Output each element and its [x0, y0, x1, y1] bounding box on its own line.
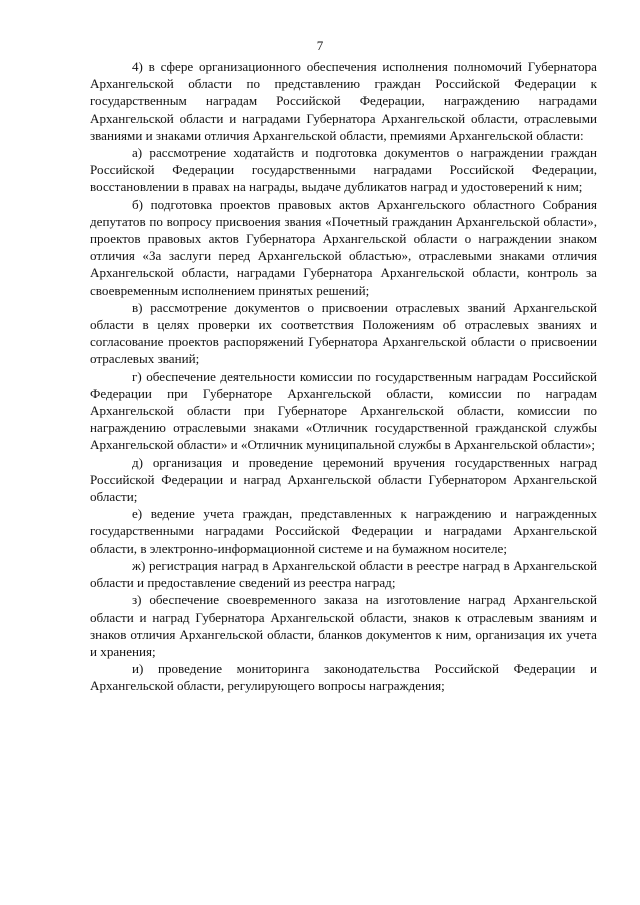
paragraph-subitem-z: з) обеспечение своевременного заказа на изготовление наград Архангельской области и наград Губернатора Архангельской области, знаков к отраслевым званиям и знаков отличия Архангельской области, бланков документов к ним, организация их учета и хранения;: [90, 592, 597, 659]
paragraph-subitem-d: д) организация и проведение церемоний вручения государственных наград Российской Федерации и наград Архангельской области Губернатором Архангельской области;: [90, 454, 597, 505]
page-number: 7: [316, 38, 324, 53]
document-body: [90, 58, 597, 695]
paragraph-subitem-zh: ж) регистрация наград в Архангельской области в реестре наград в Архангельской области и предоставление сведений из реестра наград;: [90, 557, 597, 591]
paragraph-subitem-g: г) обеспечение деятельности комиссии по государственным наградам Российской Федерации при Губернаторе Архангельской области, комиссии по наградам Архангельской области при Губернаторе Архангельской области, комиссии по награждению отраслевыми знаками «Отличник государственной гражданской службы Архангельской области» и «Отличник муниципальной службы в Архангельской области»;: [90, 368, 597, 453]
paragraph-subitem-e: е) ведение учета граждан, представленных к награждению и награжденных государственными наградами Российской Федерации и наградами Архангельской области, в электронно-информационной системе и на бумажном носителе;: [90, 506, 597, 556]
paragraph-subitem-i: и) проведение мониторинга законодательства Российской Федерации и Архангельской области, регулирующего вопросы награждения;: [90, 661, 597, 694]
paragraph-item-4-intro: 4) в сфере организационного обеспечения исполнения полномочий Губернатора Архангельской области по представлению граждан Российской Федерации к государственным наградам Российской Федерации, награждению наградами Архангельской области и наградами Губернатора Архангельской области, отраслевыми званиями и знаками отличия Архангельской области, премиями Архангельской области:: [90, 59, 597, 143]
paragraph-subitem-v: в) рассмотрение документов о присвоении отраслевых званий Архангельской области в целях проверки их соответствия Положениям об отраслевых званиях и согласование проектов распоряжений Губернатора Архангельской области о присвоении отраслевых званий;: [90, 299, 597, 367]
paragraph-subitem-a: а) рассмотрение ходатайств и подготовка документов о награждении граждан Российской Федерации государственными наградами Российской Федерации, восстановлении в правах на награды, выдаче дубликатов наград и удостоверений к ним;: [90, 145, 597, 195]
paragraph-subitem-b: б) подготовка проектов правовых актов Архангельского областного Собрания депутатов по вопросу присвоения звания «Почетный гражданин Архангельской области», проектов правовых актов Губернатора Архангельской области о награждении знаком отличия «За заслуги перед Архангельской областью», отраслевыми знаками отличия Архангельской области, наградами Губернатора Архангельской области, контроль за своевременным исполнением принятых решений;: [90, 196, 597, 298]
